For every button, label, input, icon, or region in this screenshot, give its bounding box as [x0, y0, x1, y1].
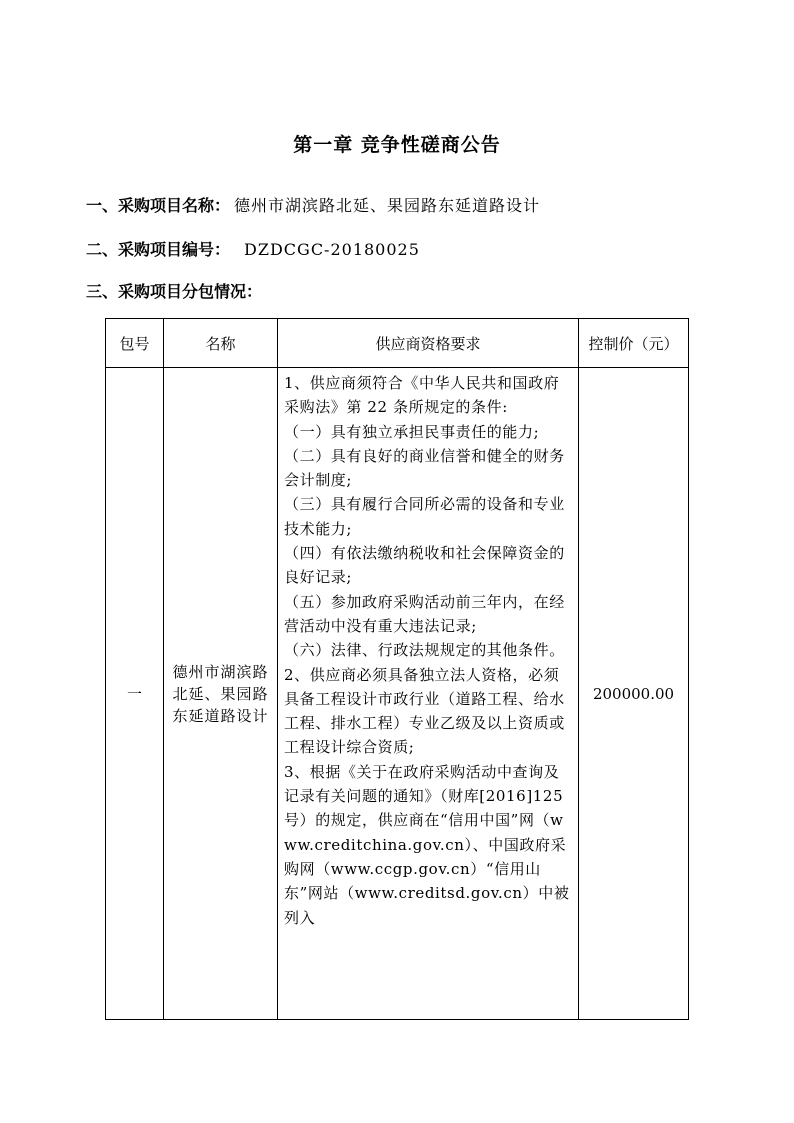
table-row — [106, 368, 689, 1020]
requirement-paragraph: （二）具有良好的商业信誉和健全的财务会计制度; — [284, 446, 565, 490]
package-table — [105, 318, 689, 1020]
requirement-paragraph: 1、供应商须符合《中华人民共和国政府采购法》第 22 条所规定的条件: — [284, 374, 560, 417]
project-number-line — [86, 237, 420, 260]
project-number-value: DZDCGC-20180025 — [244, 240, 420, 259]
project-number-label: 二、采购项目编号： — [86, 240, 231, 259]
project-name-line — [86, 193, 540, 216]
requirement-paragraph: 3、根据《关于在政府采购活动中查询及记录有关问题的通知》（财库[2016]125 号）的规定，供应商在“信用中国”网（www.creditchina.gov.cn）、中国政府采购网（www.ccgp.gov.cn）“信用山东”网站（www.creditsd.gov.cn）中被列入 — [284, 762, 570, 927]
project-name-value: 德州市湖滨路北延、果园路东延道路设计 — [234, 196, 541, 215]
cell-package-no: 一 — [106, 368, 164, 1020]
header-price: 控制价（元） — [579, 319, 689, 368]
requirement-paragraph: 2、供应商必须具备独立法人资格，必须具备工程设计市政行业（道路工程、给水工程、排水工程）专业乙级及以上资质或工程设计综合资质; — [284, 665, 565, 757]
header-package-no: 包号 — [106, 319, 164, 368]
requirement-paragraph: （五）参加政府采购活动前三年内，在经营活动中没有重大违法记录; — [284, 592, 565, 635]
requirement-paragraph: （四）有依法缴纳税收和社会保障资金的良好记录; — [284, 544, 565, 587]
header-name: 名称 — [164, 319, 278, 368]
cell-name: 德州市湖滨路北延、果园路东延道路设计 — [164, 368, 278, 1020]
project-name-label: 一、采购项目名称： — [86, 196, 231, 215]
chapter-title: 第一章 竞争性磋商公告 — [293, 134, 501, 156]
requirement-paragraph: （三）具有履行合同所必需的设备和专业技术能力; — [284, 495, 565, 538]
cell-price: 200000.00 — [579, 368, 689, 1020]
header-requirements: 供应商资格要求 — [278, 319, 579, 368]
package-info-line — [86, 279, 262, 302]
requirement-paragraph: （六）法律、行政法规规定的其他条件。 — [284, 641, 565, 660]
table-header-row — [106, 319, 689, 368]
cell-requirements — [278, 368, 579, 1020]
requirement-paragraph: （一）具有独立承担民事责任的能力; — [284, 422, 540, 441]
package-info-label: 三、采购项目分包情况： — [86, 282, 263, 301]
requirements-text — [284, 371, 574, 930]
